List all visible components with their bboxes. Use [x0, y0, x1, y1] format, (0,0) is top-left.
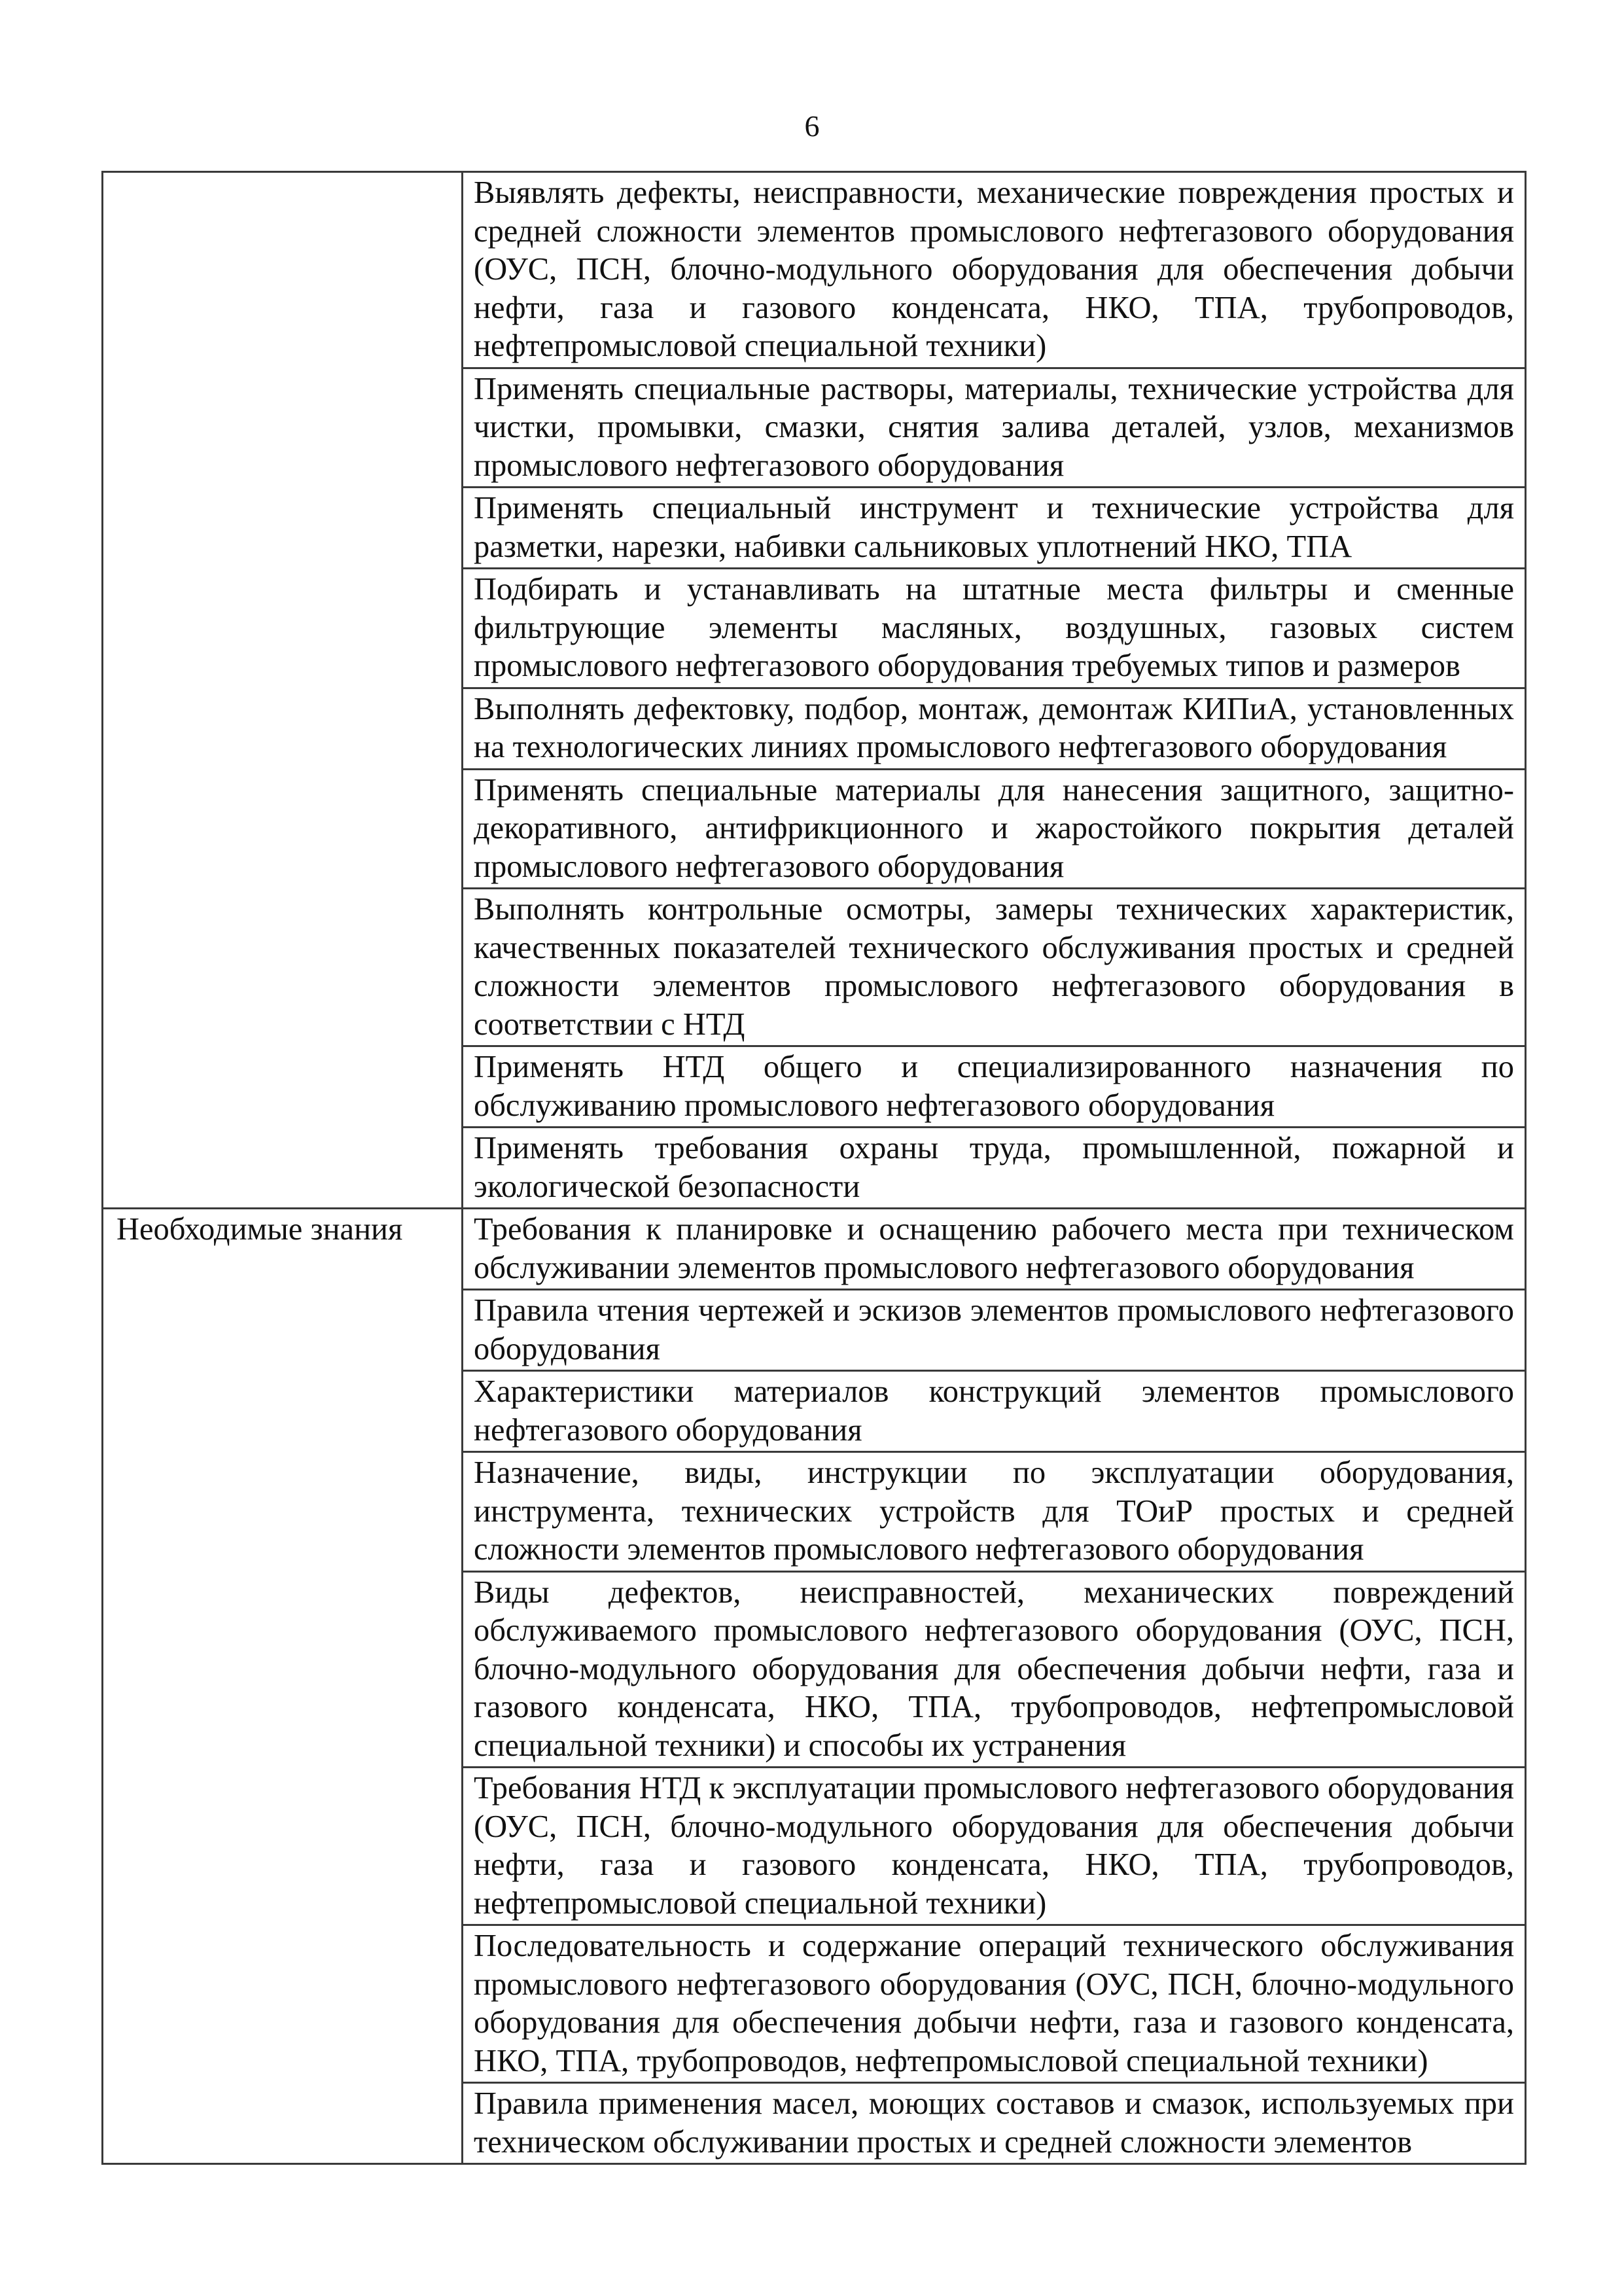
section-label-spacer	[103, 368, 463, 488]
section-label-spacer	[103, 1925, 463, 2083]
table-row	[103, 1768, 1526, 1925]
table-row	[103, 1925, 1526, 2083]
table-cell: Требования НТД к эксплуатации промыслового нефтегазового оборудования (ОУС, ПСН, блочно-модульного оборудования для обеспечения добычи нефти, газа и газового конденсата, НКО, ТПА, трубопроводов, нефтепромысловой специальной техники)	[463, 1768, 1526, 1925]
table-cell: Правила применения масел, моющих составов и смазок, используемых при техническом обслуживании простых и средней сложности элементов	[463, 2083, 1526, 2164]
table-cell: Выполнять дефектовку, подбор, монтаж, демонтаж КИПиА, установленных на технологических линиях промыслового нефтегазового оборудования	[463, 688, 1526, 769]
table-cell: Применять требования охраны труда, промышленной, пожарной и экологической безопасности	[463, 1128, 1526, 1209]
section-label-spacer	[103, 1571, 463, 1768]
table-row	[103, 688, 1526, 769]
table-cell: Требования к планировке и оснащению рабочего места при техническом обслуживании элементов промыслового нефтегазового оборудования	[463, 1209, 1526, 1290]
table-cell: Применять специальные растворы, материалы, технические устройства для чистки, промывки, смазки, снятия залива деталей, узлов, механизмов промыслового нефтегазового оборудования	[463, 368, 1526, 488]
section-label-spacer	[103, 1046, 463, 1128]
table-row	[103, 1571, 1526, 1768]
table-row	[103, 889, 1526, 1046]
section-label-spacer	[103, 488, 463, 569]
table-row	[103, 769, 1526, 889]
section-label: Необходимые знания	[103, 1209, 463, 1290]
table-cell: Выявлять дефекты, неисправности, механические повреждения простых и средней сложности элементов промыслового нефтегазового оборудования (ОУС, ПСН, блочно-модульного оборудования для обеспечения добычи нефти, газа и газового конденсата, НКО, ТПА, трубопроводов, нефтепромысловой специальной техники)	[463, 172, 1526, 368]
page-number: 6	[804, 109, 820, 143]
table-row	[103, 1046, 1526, 1128]
section-label-spacer	[103, 1371, 463, 1452]
section-label-spacer	[103, 1452, 463, 1572]
section-label-spacer	[103, 688, 463, 769]
table-cell: Назначение, виды, инструкции по эксплуатации оборудования, инструмента, технических устройств для ТОиР простых и средней сложности элементов промыслового нефтегазового оборудования	[463, 1452, 1526, 1572]
table-cell: Применять НТД общего и специализированного назначения по обслуживанию промыслового нефтегазового оборудования	[463, 1046, 1526, 1128]
table-row	[103, 368, 1526, 488]
table-row	[103, 569, 1526, 688]
table-cell: Виды дефектов, неисправностей, механических повреждений обслуживаемого промыслового нефтегазового оборудования (ОУС, ПСН, блочно-модульного оборудования для обеспечения добычи нефти, газа и газового конденсата, НКО, ТПА, трубопроводов, нефтепромысловой специальной техники) и способы их устранения	[463, 1571, 1526, 1768]
section-label	[103, 172, 463, 368]
table-cell: Применять специальные материалы для нанесения защитного, защитно-декоративного, антифрикционного и жаростойкого покрытия деталей промыслового нефтегазового оборудования	[463, 769, 1526, 889]
table-row	[103, 2083, 1526, 2164]
table-row	[103, 1452, 1526, 1572]
section-label-spacer	[103, 2083, 463, 2164]
table-row	[103, 1371, 1526, 1452]
table-cell: Выполнять контрольные осмотры, замеры технических характеристик, качественных показателей технического обслуживания простых и средней сложности элементов промыслового нефтегазового оборудования в соответствии с НТД	[463, 889, 1526, 1046]
section-label-spacer	[103, 569, 463, 688]
section-label-spacer	[103, 889, 463, 1046]
table-row	[103, 172, 1526, 368]
table-row	[103, 1209, 1526, 1290]
table-cell: Подбирать и устанавливать на штатные места фильтры и сменные фильтрующие элементы масляных, воздушных, газовых систем промыслового нефтегазового оборудования требуемых типов и размеров	[463, 569, 1526, 688]
section-label-spacer	[103, 1768, 463, 1925]
section-label-spacer	[103, 1290, 463, 1371]
table-cell: Правила чтения чертежей и эскизов элементов промыслового нефтегазового оборудования	[463, 1290, 1526, 1371]
table-row	[103, 1290, 1526, 1371]
table-row	[103, 1128, 1526, 1209]
section-label-spacer	[103, 1128, 463, 1209]
table-cell: Применять специальный инструмент и технические устройства для разметки, нарезки, набивки сальниковых уплотнений НКО, ТПА	[463, 488, 1526, 569]
section-label-spacer	[103, 769, 463, 889]
table-cell: Характеристики материалов конструкций элементов промыслового нефтегазового оборудования	[463, 1371, 1526, 1452]
table-cell: Последовательность и содержание операций технического обслуживания промыслового нефтегазового оборудования (ОУС, ПСН, блочно-модульного оборудования для обеспечения добычи нефти, газа и газового конденсата, НКО, ТПА, трубопроводов, нефтепромысловой специальной техники)	[463, 1925, 1526, 2083]
requirements-table	[101, 171, 1527, 2165]
table-row	[103, 488, 1526, 569]
